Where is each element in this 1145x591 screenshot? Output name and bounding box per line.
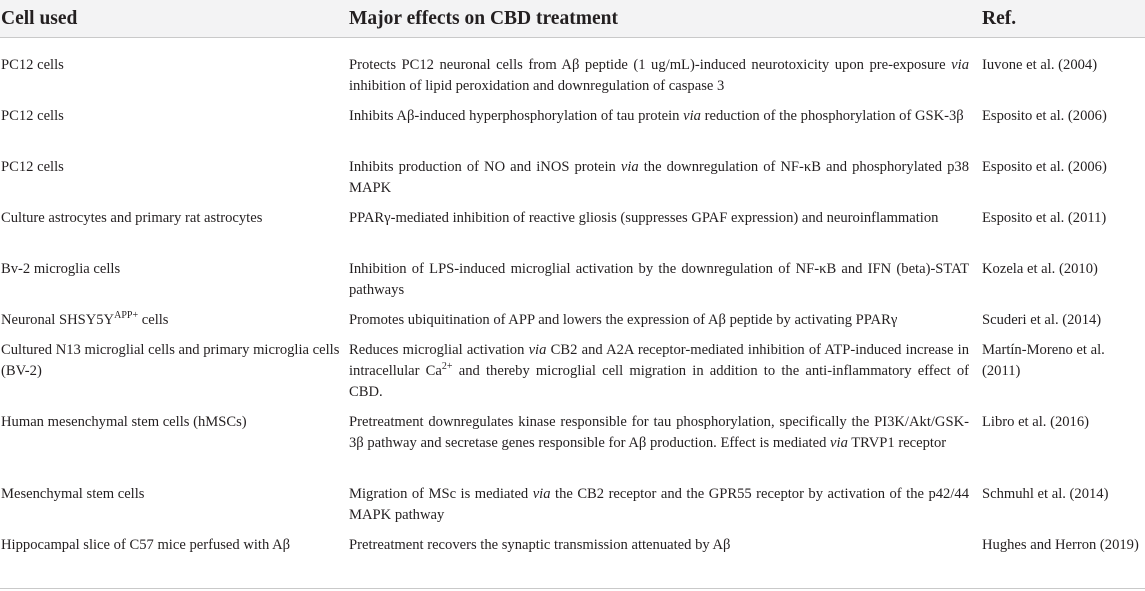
cell-used: Hippocampal slice of C57 mice perfused with Aβ	[1, 537, 291, 553]
table-row	[0, 331, 1145, 403]
table-row	[0, 148, 1145, 199]
cell-used: PC12 cells	[1, 159, 64, 175]
cell-ref: Kozela et al. (2010)	[982, 261, 1098, 277]
effect-text: TRVP1 receptor	[847, 435, 947, 451]
table-bottom-rule	[0, 588, 1145, 589]
effect-text: CB2 and A2A receptor-mediated inhibition of ATP-induced increase in intracellular Ca	[349, 342, 969, 379]
effect-text: the downregulation of NF-κB and phosphorylated p38 MAPK	[349, 159, 969, 196]
table-row	[0, 475, 1145, 526]
effect-text: Inhibits production of NO and iNOS protein	[349, 159, 621, 175]
cell-ref: Esposito et al. (2006)	[982, 108, 1107, 124]
cell-effect	[348, 526, 981, 577]
effect-text: and thereby microglial cell migration in addition to the anti-inflammatory effect of CBD.	[349, 363, 969, 400]
table-row	[0, 301, 1145, 331]
header-major-effects: Major effects on CBD treatment	[348, 0, 981, 38]
cell-used-text: Neuronal SHSY5Y	[1, 312, 115, 328]
table-row	[0, 97, 1145, 148]
table-row	[0, 38, 1145, 98]
cell-ref: Martín-Moreno et al. (2011)	[982, 342, 1105, 379]
header-cell-used: Cell used	[0, 0, 348, 38]
effect-italic: via	[951, 57, 969, 73]
cell-ref: Esposito et al. (2006)	[982, 159, 1107, 175]
effect-text: Inhibition of LPS-induced microglial activation by the downregulation of NF-κB and IFN (beta)-STAT pathways	[349, 261, 969, 298]
effect-italic: via	[620, 159, 639, 175]
table-row	[0, 250, 1145, 301]
effect-text: Pretreatment recovers the synaptic transmission attenuated by Aβ	[349, 537, 731, 553]
cell-used-superscript: APP+	[114, 310, 139, 321]
effect-text: the CB2 receptor and the GPR55 receptor by activation of the p42/44 MAPK pathway	[349, 486, 969, 523]
cell-used: Human mesenchymal stem cells (hMSCs)	[1, 414, 247, 430]
table-row	[0, 199, 1145, 250]
effect-text: reduction of the phosphorylation of GSK-3β	[700, 108, 964, 124]
effect-italic: via	[683, 108, 701, 124]
cell-effect	[348, 403, 981, 475]
cell-ref: Hughes and Herron (2019)	[982, 537, 1139, 553]
effect-text: Protects PC12 neuronal cells from Aβ peptide (1 ug/mL)-induced neurotoxicity upon pre-exposure	[349, 57, 952, 73]
header-ref: Ref.	[981, 0, 1145, 38]
table-row	[0, 403, 1145, 475]
effect-italic: via	[528, 342, 547, 358]
cell-used: Cultured N13 microglial cells and primary microglia cells (BV-2)	[1, 342, 340, 379]
cell-used: PC12 cells	[1, 57, 64, 73]
effect-text: Pretreatment downregulates kinase responsible for tau phosphorylation, specifically the PI3K/Akt/GSK-3β pathway and secretase genes responsible for Aβ production. Effect is mediated	[349, 414, 969, 451]
cell-ref: Iuvone et al. (2004)	[982, 57, 1098, 73]
effect-text: Migration of MSc is mediated	[349, 486, 533, 502]
cell-used	[0, 301, 348, 331]
cell-used: PC12 cells	[1, 108, 64, 124]
cell-used: Bv-2 microglia cells	[1, 261, 121, 277]
cell-ref: Libro et al. (2016)	[982, 414, 1089, 430]
cell-used-text: cells	[138, 312, 169, 328]
cell-effect	[348, 199, 981, 250]
effect-text: Inhibits Aβ-induced hyperphosphorylation of tau protein	[349, 108, 684, 124]
effect-italic: via	[830, 435, 848, 451]
cell-effect	[348, 38, 981, 98]
table-row	[0, 526, 1145, 577]
cell-ref: Schmuhl et al. (2014)	[982, 486, 1109, 502]
effect-text: inhibition of lipid peroxidation and downregulation of caspase 3	[349, 78, 725, 94]
effect-text: Promotes ubiquitination of APP and lowers the expression of Aβ peptide by activating PPARγ	[349, 312, 898, 328]
cell-effect	[348, 250, 981, 301]
cell-effect	[348, 97, 981, 148]
effect-text: Reduces microglial activation	[349, 342, 529, 358]
effect-italic: via	[532, 486, 551, 502]
effect-superscript: 2+	[441, 361, 453, 372]
cell-ref: Scuderi et al. (2014)	[982, 312, 1102, 328]
cell-used: Mesenchymal stem cells	[1, 486, 145, 502]
cell-effect	[348, 331, 981, 403]
table-header-row	[0, 0, 1145, 38]
effect-text: PPARγ-mediated inhibition of reactive gliosis (suppresses GPAF expression) and neuroinflammation	[349, 210, 939, 226]
cell-ref: Esposito et al. (2011)	[982, 210, 1107, 226]
cell-effect	[348, 148, 981, 199]
cell-used: Culture astrocytes and primary rat astrocytes	[1, 210, 263, 226]
cell-effect	[348, 301, 981, 331]
cell-effect	[348, 475, 981, 526]
